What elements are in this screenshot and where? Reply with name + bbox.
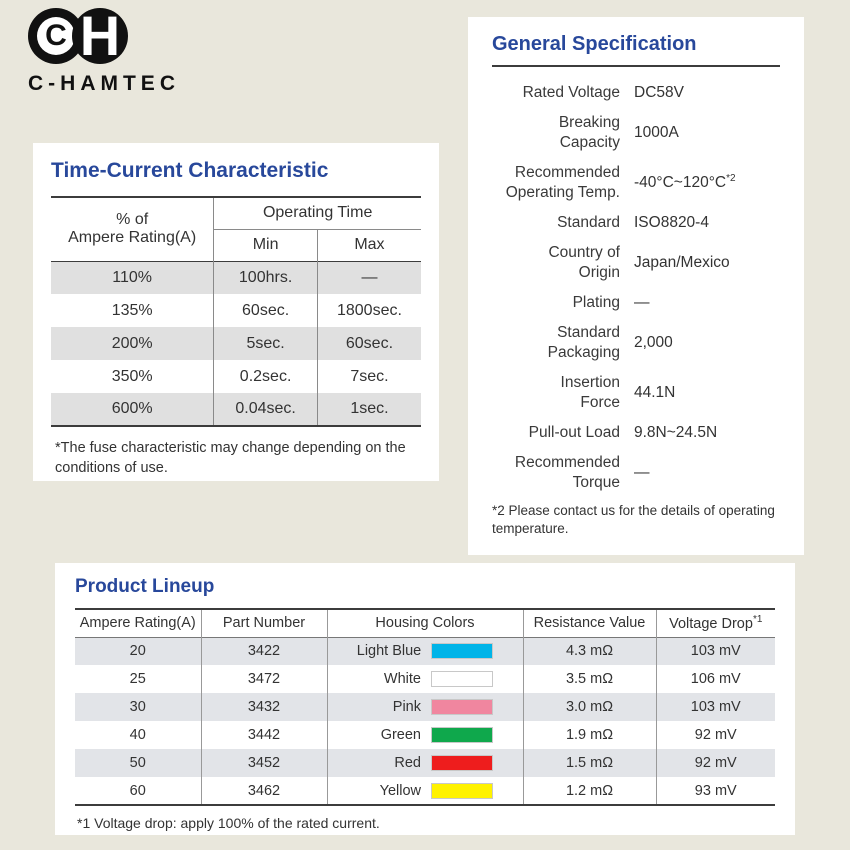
housing-color-name: Red	[394, 755, 421, 771]
housing-color-name: Green	[380, 727, 421, 743]
product-lineup-title: Product Lineup	[75, 576, 215, 597]
housing-color-name: Yellow	[379, 782, 421, 799]
brand-name: C-HAMTEC	[28, 72, 180, 95]
housing-color-swatch	[431, 699, 493, 715]
housing-color-swatch	[431, 643, 493, 659]
table-row: 135% 60sec. 1800sec.	[51, 294, 421, 327]
general-spec-card	[468, 17, 804, 555]
col-header-voltage-drop: Voltage Drop$^{*1}$	[669, 614, 763, 633]
logo-h-circle-icon	[72, 3, 128, 67]
spec-row: Breaking Capacity 1000A	[558, 114, 679, 151]
logo-mark	[28, 3, 138, 67]
housing-color-swatch	[431, 755, 493, 771]
logo-h-letter: H	[79, 3, 121, 67]
logo-c-letter: C	[37, 17, 75, 55]
time-current-footnote: *The fuse characteristic may change depending on the conditions of use.	[55, 440, 406, 476]
time-current-table	[51, 196, 421, 427]
table-row: 200% 5sec. 60sec.	[51, 327, 421, 360]
housing-color-name: Pink	[392, 699, 421, 715]
col-header-housing-colors: Housing Colors	[327, 609, 523, 637]
spec-row: Plating —	[572, 294, 650, 312]
product-lineup-card	[55, 563, 795, 835]
table-row: 60 3462 Yellow 1.2 mΩ 93 mV	[75, 777, 775, 805]
title-underline	[492, 65, 780, 67]
spec-row: Recommended Operating Temp. $-40^\circ C\sim 120^\circ C^{*2}$	[505, 164, 736, 201]
col-header-operating-time: Operating Time	[214, 197, 421, 229]
col-header-part-number: Part Number	[201, 609, 327, 637]
table-row: 40 3442 Green 1.9 mΩ 92 mV	[75, 721, 775, 749]
spec-row: Standard Packaging 2,000	[547, 324, 673, 361]
housing-color-name: White	[383, 671, 421, 687]
table-row: 50 3452 Red 1.5 mΩ 92 mV	[75, 749, 775, 777]
table-row: 110% 100hrs. —	[51, 261, 421, 294]
col-header-ampere: Ampere Rating(A)	[75, 609, 201, 637]
col-header-resistance: Resistance Value	[523, 609, 656, 637]
time-current-card	[33, 143, 439, 481]
table-row: 20 3422 Light Blue 4.3 mΩ 103 mV	[75, 637, 775, 665]
table-row: 350% 0.2sec. 7sec.	[51, 360, 421, 393]
spec-row: Country of Origin Japan/Mexico	[548, 244, 730, 281]
housing-color-swatch	[431, 727, 493, 743]
brand-logo	[28, 3, 198, 96]
housing-color-swatch	[431, 783, 493, 799]
general-spec-footnote: *2 Please contact us for the details of operating temperature.	[492, 503, 775, 536]
housing-color-name: Light Blue	[356, 643, 422, 660]
product-lineup-table	[75, 608, 775, 806]
table-row: 30 3432 Pink 3.0 mΩ 103 mV	[75, 693, 775, 721]
col-header-ampere-rating: % of Ampere Rating(A)	[51, 197, 214, 261]
housing-color-swatch	[431, 671, 493, 687]
table-row: 600% 0.04sec. 1sec.	[51, 393, 421, 426]
col-header-min: Min	[214, 229, 318, 261]
spec-row: Pull-out Load 9.8N~24.5N	[528, 423, 718, 442]
general-spec-list	[492, 83, 780, 492]
spec-row: Standard ISO8820-4	[557, 213, 709, 232]
col-header-max: Max	[354, 236, 385, 253]
spec-row: Recommended Torque —	[514, 454, 650, 491]
general-spec-title: General Specification	[492, 33, 697, 55]
spec-row: Insertion Force 44.1N	[560, 374, 676, 411]
time-current-title: Time-Current Characteristic	[51, 159, 329, 182]
table-row: 25 3472 White 3.5 mΩ 106 mV	[75, 665, 775, 693]
product-lineup-footnote: *1 Voltage drop: apply 100% of the rated current.	[77, 815, 380, 831]
spec-row: Rated Voltage DC58V	[522, 84, 684, 102]
